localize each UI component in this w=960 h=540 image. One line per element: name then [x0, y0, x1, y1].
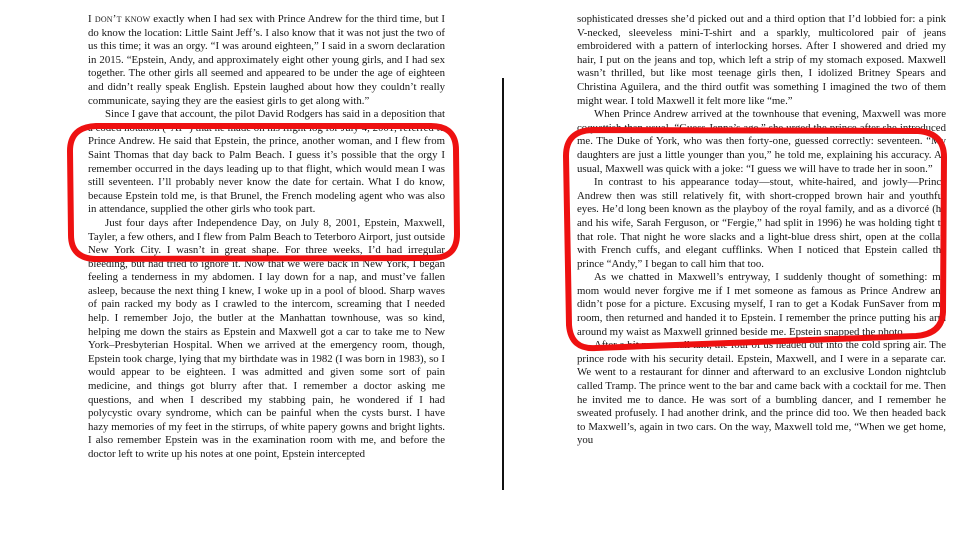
left-page-column — [88, 13, 445, 462]
continuation-paragraph: sophisticated dresses she’d picked out and a third option that I’d lobbied for: a pink V-necked, sleeveless mini-T-shirt and a sparkly, multicolored pair of jeans embroidered with a pattern of interlocking horses. After I showered and dried my hair, I put on the jeans and top, which left a strip of my stomach exposed. Maxwell wasn’t thrilled, but like most teenage girls then, I idolized Britney Spears and Christina Aguilera, and the third outfit was something I imagined the two of them might wear. I told Maxwell it felt more like “me.” — [577, 13, 946, 107]
paragraph: As we chatted in Maxwell’s entryway, I suddenly thought of something: my mom would never forgive me if I met someone as famous as Prince Andrew and didn’t pose for a picture. Excusing myself, I ran to get a Kodak FunSaver from my room, then returned and handed it to Epstein. I remember the prince putting his arm around my waist as Maxwell grinned beside me. Epstein snapped the photo. — [577, 271, 946, 338]
paragraph: After a bit more small talk, the four of us headed out into the cold spring air. The prince rode with his security detail. Epstein, Maxwell, and I were in a separate car. We went to a restaurant for dinner and afterward to an exclusive London nightclub called Tramp. The prince went to the bar and came back with a cocktail for me. Then he invited me to dance. He was sort of a bumbling dancer, and I remember he sweated profusely. I had another drink, and the prince did too. We then headed back to Maxwell’s, again in two cars. On the way, Maxwell told me, “When we get home, you — [577, 339, 946, 447]
annotated-paragraph-right-1: When Prince Andrew arrived at the townhouse that evening, Maxwell was more coquettish than usual. “Guess Jenna’s age,” she urged the prince after she introduced me. The Duke of York, who was then forty-one, guessed correctly: seventeen. “My daughters are just a little younger than you,” he told me, explaining his accuracy. As usual, Maxwell was quick with a joke: “I guess we will have to trade her in soon.” — [577, 108, 946, 175]
column-divider — [502, 78, 504, 490]
right-page-column — [577, 13, 946, 448]
small-caps-opener: I don’t know — [88, 13, 151, 25]
annotated-paragraph-right-2: In contrast to his appearance today—stout, white-haired, and jowly—Prince Andrew then was still relatively fit, with short-cropped brown hair and youthful eyes. He’d long been known as the playboy of the royal family, and as a divorcé (he and his wife, Sarah Ferguson, or “Fergie,” had split in 1996) he was holding tight to that role. That night he wore slacks and a light-blue dress shirt, open at the collar, with French cuffs, and elegant cufflinks. When I noticed that Epstein called the prince “Andy,” I began to call him that too. — [577, 176, 946, 270]
paragraph-lead — [88, 13, 445, 108]
paragraph-text: exactly when I had sex with Prince Andrew for the third time, but I do know the location: Little Saint Jeff’s. I also know that it was not just the two of us this time; it was an orgy. “I was around eighteen,” I said in a sworn declaration in 2015. “Epstein, Andy, and approximately eight other young girls, and I had sex together. The other girls all seemed and appeared to be under the age of eighteen and didn’t really speak English. Epstein laughed about how they couldn’t really communicate, saying they are the easiest girls to get along with.” — [88, 13, 446, 107]
annotated-paragraph-left: Since I gave that account, the pilot David Rodgers has said in a deposition that a coded notation (“AP”) that he made on his flight log for July 4, 2001, referred to Prince Andrew. He said that Epstein, the prince, another woman, and I flew from Saint Thomas that day back to Palm Beach. I guess it’s possible that the orgy I remember occurred in the days leading up to that flight, which would mean I was still seventeen. I’ll probably never know the date for certain. What I do know, because Epstein told me, is that Brunel, the French modeling agent who was also in attendance, supplied the other girls who took part. — [88, 108, 445, 216]
paragraph: Just four days after Independence Day, on July 8, 2001, Epstein, Maxwell, Tayler, a few others, and I flew from Palm Beach to Teterboro Airport, just outside New York City. I wasn’t in great shape. For three weeks, I’d had irregular bleeding, but had tried to ignore it. Now that we were back in New York, I began feeling a tenderness in my abdomen. I lay down for a nap, and must’ve fallen asleep, because the next thing I knew, I woke up in a pool of blood. Sharp waves of pain racked my body as I crawled to the intercom, screaming that I needed help. I remember Jojo, the butler at the Manhattan townhouse, was so kind, helping me down the stairs as Epstein and Maxwell got a car to take me to New York–Presbyterian Hospital. When we arrived at the emergency room, though, Epstein took charge, lying that my birthdate was in 1982 (I was born in 1983), so I would appear to be eighteen. I was admitted and given some sort of pain medicine, and things got blurry after that. I remember a doctor asking me questions, and when I described my stabbing pain, he wondered if I had polycystic ovary syndrome, which can be painful when the cysts burst. I have hazy memories of my feet in the stirrups, of white papery gowns and bright lights. I also remember Epstein was in the examination room with me, and before the doctor left to write up his notes at one point, Epstein intercepted — [88, 216, 445, 460]
